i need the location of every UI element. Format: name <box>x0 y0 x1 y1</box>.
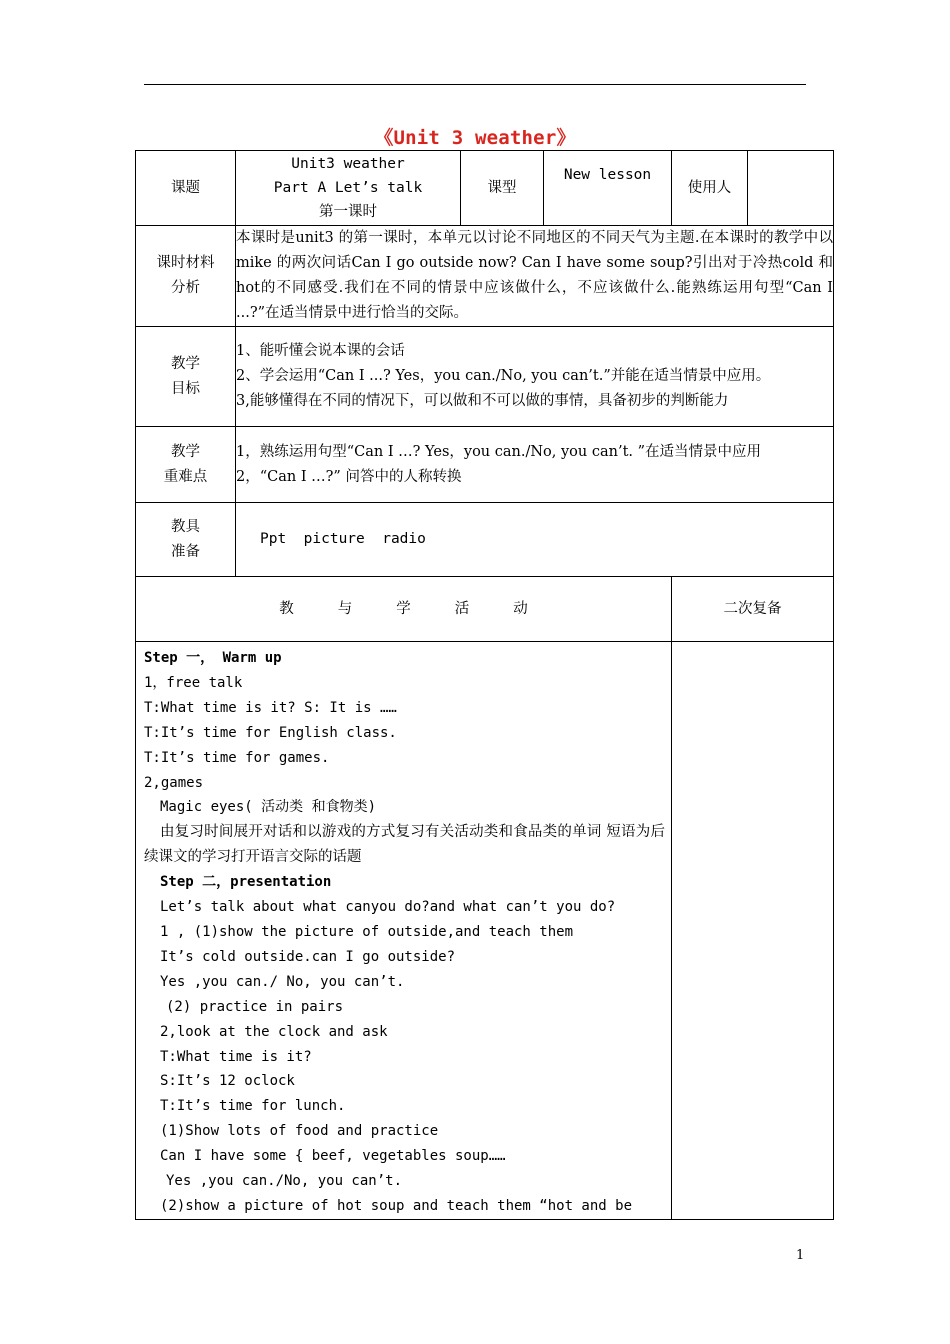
activity-header-char: 与 <box>337 600 353 617</box>
steps-content <box>136 642 672 1220</box>
page-number: 1 <box>796 1248 805 1263</box>
topic-line: Unit3 weather <box>291 156 405 172</box>
activity-header-char: 活 <box>454 600 470 617</box>
step-line: Can I have some { beef, vegetables soup…… <box>160 1148 506 1165</box>
user-label: 使用人 <box>672 151 748 226</box>
step-line: 1，free talk <box>144 674 243 691</box>
user-value <box>748 151 834 226</box>
goal-item: 3,能够懂得在不同的情况下，可以做和不可以做的事情，具备初步的判断能力 <box>236 393 729 409</box>
goals-label-line: 教学 <box>171 355 200 372</box>
step-line: S:It’s 12 oclock <box>160 1073 295 1090</box>
step-line: T:It’s time for lunch. <box>160 1098 346 1115</box>
goals-label-line: 目标 <box>171 380 200 397</box>
step-line: (2)show a picture of hot soup and teach them “hot and be <box>160 1197 633 1214</box>
key-label-line: 重难点 <box>163 468 208 485</box>
analysis-text: 本课时是unit3 的第一课时，本单元以讨论不同地区的不同天气为主题.在本课时的教学中以mike 的两次问话Can I go outside now? Can I have some soup?引出对于冷热cold 和hot的不同感受.我们在不同的情景中应该做什么，不应该做什么.能熟练运用句型“Can I ...?”在适当情景中进行恰当的交际。 <box>236 226 834 327</box>
tools-label <box>136 503 236 577</box>
type-label: 课型 <box>461 151 544 226</box>
key-point-item: 1，熟练运用句型“Can I …? Yes，you can./No, you can’t. ”在适当情景中应用 <box>236 443 762 460</box>
lesson-plan-table <box>135 150 834 1220</box>
key-points-label <box>136 427 236 503</box>
type-value: New lesson <box>544 151 672 226</box>
step-line: 1 , (1)show the picture of outside,and teach them <box>160 923 574 940</box>
goals-row <box>136 327 834 427</box>
goals-label <box>136 327 236 427</box>
review-cell <box>672 642 834 1220</box>
tools-label-line: 教具 <box>171 518 200 535</box>
activity-header-char: 动 <box>513 600 528 617</box>
step-line: T:It’s time for English class. <box>144 724 397 741</box>
step-line: T:What time is it? <box>160 1048 312 1065</box>
tools-row <box>136 503 834 577</box>
activity-header <box>136 577 672 642</box>
key-points-row <box>136 427 834 503</box>
step-line: Magic eyes( 活动类 和食物类) <box>160 799 377 816</box>
topic-line: 第一课时 <box>319 204 377 220</box>
activity-header-char: 学 <box>396 600 411 617</box>
analysis-label-line: 课时材料 <box>156 255 215 271</box>
key-points-list <box>236 427 834 503</box>
header-rule <box>144 84 806 85</box>
step-heading: Step 二，presentation <box>160 874 332 891</box>
activity-header-row <box>136 577 834 642</box>
step-line: T:It’s time for games. <box>144 749 330 766</box>
key-label-line: 教学 <box>171 443 200 460</box>
goal-item: 1、能听懂会说本课的会话 <box>236 343 405 359</box>
goal-item: 2、学会运用“Can I ...? Yes，you can./No, you can’t.”并能在适当情景中应用。 <box>236 368 771 384</box>
analysis-label <box>136 226 236 327</box>
step-line: 2,look at the clock and ask <box>160 1023 388 1040</box>
document-title: 《Unit 3 weather》 <box>374 127 576 149</box>
step-line: (1)Show lots of food and practice <box>160 1123 439 1140</box>
step-line: 2,games <box>144 774 204 791</box>
analysis-row <box>136 226 834 327</box>
review-header: 二次复备 <box>672 577 834 642</box>
step-line: T:What time is it? S: It is …… <box>144 699 397 716</box>
step-line: 由复习时间展开对话和以游戏的方式复习有关活动类和食品类的单词 短语为后续课文的学习打开语言交际的话题 <box>144 824 665 866</box>
step-line: (2) practice in pairs <box>166 998 344 1015</box>
topic-value <box>236 151 461 226</box>
key-point-item: 2，“Can I …?” 问答中的人称转换 <box>236 468 462 485</box>
topic-line: Part A Let’s talk <box>273 180 423 196</box>
step-line: Yes ,you can./ No, you can’t. <box>160 973 405 990</box>
tools-label-line: 准备 <box>171 543 200 560</box>
analysis-label-line: 分析 <box>171 280 200 296</box>
tools-text: Ppt picture radio <box>236 503 834 577</box>
topic-row <box>136 151 834 226</box>
goals-list <box>236 327 834 427</box>
step-line: It’s cold outside.can I go outside? <box>160 948 456 965</box>
activity-header-char: 教 <box>279 600 294 617</box>
step-heading: Step 一， Warm up <box>144 650 282 666</box>
step-line: Let’s talk about what canyou do?and what can’t you do? <box>160 899 616 916</box>
step-line: Yes ,you can./No, you can’t. <box>166 1173 403 1190</box>
topic-label: 课题 <box>136 151 236 226</box>
steps-row <box>136 642 834 1220</box>
